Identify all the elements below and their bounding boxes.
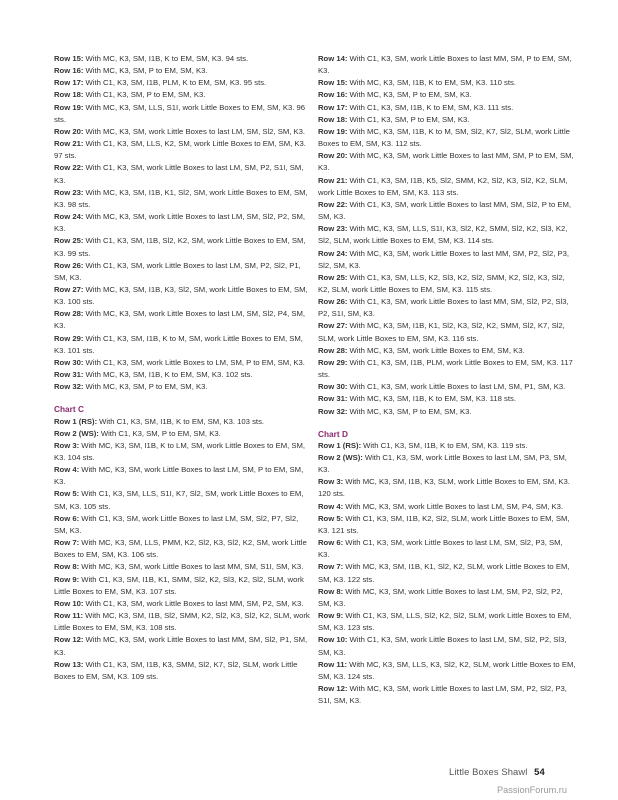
- instruction-row: [54, 488, 312, 512]
- row-text: With MC, K3, SM, I1B, K1, Sl2, K3, Sl2, K2, SMM, Sl2, K7, Sl2, SLM, work Little Boxes to EM, SM, K3. 116 sts.: [318, 321, 565, 343]
- row-text: With MC, K3, SM, LLS, S1I, work Little Boxes to EM, SM, K3. 96 sts.: [54, 102, 306, 124]
- row-text: With MC, K3, SM, work Little Boxes to last MM, SM, P2, Sl2, P3, Sl2, SM, K3.: [318, 248, 570, 270]
- instruction-row: [54, 138, 312, 162]
- row-text: With MC, K3, SM, I1B, K1, Sl2, SM, work Little Boxes to EM, SM, K3. 98 sts.: [54, 187, 308, 209]
- row-text: With C1, K3, SM, LLS, K2, SM, work Little Boxes to EM, SM, K3. 97 sts.: [54, 139, 306, 161]
- row-label: Row 9:: [318, 611, 344, 621]
- row-label: Row 24:: [318, 248, 348, 258]
- row-label: Row 31:: [54, 370, 84, 380]
- instruction-row: [318, 440, 576, 452]
- instruction-row: [318, 634, 576, 658]
- row-label: Row 8:: [54, 562, 80, 572]
- row-text: With MC, K3, SM, I1B, K to LM, SM, work Little Boxes to EM, SM, K3. 104 sts.: [54, 440, 306, 462]
- right-rows: [318, 53, 576, 418]
- instruction-row: [318, 223, 576, 247]
- row-label: Row 5:: [318, 513, 344, 523]
- instruction-row: [318, 659, 576, 683]
- instruction-row: [54, 610, 312, 634]
- row-text: With MC, K3, SM, I1B, K3, Sl2, SM, work Little Boxes to EM, SM, K3. 100 sts.: [54, 284, 308, 307]
- row-label: Row 31:: [318, 394, 348, 404]
- row-label: Row 3:: [54, 440, 80, 450]
- row-text: With MC, K3, SM, work Little Boxes to EM, SM, K3.: [349, 345, 525, 355]
- instruction-row: [318, 248, 576, 272]
- instruction-row: [54, 357, 312, 369]
- row-text: With MC, K3, SM, work Little Boxes to last MM, SM, Sl2, P1, SM, K3.: [54, 635, 308, 657]
- row-text: With C1, K3, SM, work Little Boxes to last MM, SM, Sl2, P to EM, SM, K3.: [318, 199, 572, 222]
- row-label: Row 18:: [318, 114, 348, 124]
- row-label: Row 17:: [54, 78, 84, 88]
- instruction-row: [318, 537, 576, 561]
- instruction-row: [54, 53, 312, 65]
- instruction-row: [318, 561, 576, 585]
- instruction-row: [54, 235, 312, 259]
- row-label: Row 21:: [318, 175, 348, 185]
- row-text: With C1, K3, SM, I1B, K3, SMM, Sl2, K7, Sl2, SLM, work Little Boxes to EM, SM, K3. 109 sts.: [54, 659, 298, 681]
- watermark: PassionForum.ru: [497, 785, 567, 795]
- row-label: Row 21:: [54, 139, 84, 149]
- row-label: Row 30:: [318, 382, 348, 392]
- row-label: Row 3:: [318, 477, 344, 487]
- row-text: With C1, K3, SM, I1B, PLM, K to EM, SM, K3. 95 sts.: [85, 78, 267, 88]
- row-text: With MC, K3, SM, P to EM, SM, K3.: [85, 66, 208, 76]
- instruction-row: [318, 357, 576, 381]
- instruction-row: [318, 150, 576, 174]
- row-text: With MC, K3, SM, LLS, K3, Sl2, K2, SLM, work Little Boxes to EM, SM, K3. 124 sts.: [318, 659, 576, 681]
- row-label: Row 29:: [54, 333, 84, 343]
- instruction-row: [318, 513, 576, 537]
- row-label: Row 11:: [54, 611, 84, 621]
- instruction-row: [54, 333, 312, 357]
- left-column: [54, 53, 312, 683]
- row-label: Row 12:: [54, 635, 84, 645]
- row-label: Row 18:: [54, 90, 84, 100]
- instruction-row: [318, 501, 576, 513]
- instruction-row: [54, 65, 312, 77]
- row-label: Row 9:: [54, 574, 80, 584]
- row-text: With C1, K3, SM, work Little Boxes to last LM, SM, Sl2, P3, SM, K3.: [318, 538, 563, 560]
- row-label: Row 4:: [54, 465, 80, 475]
- row-label: Row 10:: [54, 598, 84, 608]
- instruction-row: [54, 513, 312, 537]
- row-text: With MC, K3, SM, work Little Boxes to last LM, SM, Sl2, P4, SM, K3.: [54, 309, 306, 331]
- instruction-row: [318, 272, 576, 296]
- row-label: Row 23:: [318, 224, 348, 234]
- row-label: Row 15:: [318, 78, 348, 88]
- row-text: With MC, K3, SM, I1B, K to EM, SM, K3. 118 sts.: [349, 394, 516, 404]
- row-label: Row 11:: [318, 659, 348, 669]
- row-label: Row 26:: [318, 297, 348, 307]
- row-text: With MC, K3, SM, I1B, K to EM, SM, K3. 102 sts.: [85, 370, 253, 380]
- row-label: Row 16:: [318, 90, 348, 100]
- row-text: With MC, K3, SM, work Little Boxes to last LM, SM, P2, Sl2, P2, SM, K3.: [318, 586, 563, 608]
- row-label: Row 20:: [54, 126, 84, 136]
- instruction-row: [54, 89, 312, 101]
- instruction-row: [54, 187, 312, 211]
- row-text: With MC, K3, SM, work Little Boxes to last LM, SM, P to EM, SM, K3.: [54, 465, 304, 487]
- row-text: With MC, K3, SM, P to EM, SM, K3.: [349, 90, 472, 100]
- instruction-row: [54, 659, 312, 683]
- left-rows: [54, 53, 312, 393]
- row-text: With C1, K3, SM, I1B, PLM, work Little Boxes to EM, SM, K3. 117 sts.: [318, 357, 573, 380]
- row-text: With C1, K3, SM, I1B, K to EM, SM, K3. 119 sts.: [363, 440, 528, 450]
- instruction-row: [318, 89, 576, 101]
- instruction-row: [54, 102, 312, 126]
- row-label: Row 2 (WS):: [318, 453, 363, 462]
- chart-d-rows: [318, 440, 576, 707]
- row-text: With MC, K3, SM, P to EM, SM, K3.: [349, 406, 472, 416]
- row-text: With C1, K3, SM, work Little Boxes to LM, SM, P to EM, SM, K3.: [85, 357, 305, 367]
- row-label: Row 27:: [318, 321, 348, 331]
- instruction-row: [54, 561, 312, 573]
- page-footer: [449, 766, 545, 777]
- row-label: Row 16:: [54, 66, 84, 76]
- row-text: With C1, K3, SM, I1B, Sl2, K2, SM, work Little Boxes to EM, SM, K3. 99 sts.: [54, 236, 306, 258]
- row-label: Row 13:: [54, 659, 84, 669]
- instruction-row: [54, 77, 312, 89]
- instruction-row: [54, 211, 312, 235]
- instruction-row: [318, 586, 576, 610]
- row-label: Row 24:: [54, 212, 84, 222]
- row-label: Row 4:: [318, 501, 344, 511]
- row-text: With C1, K3, SM, LLS, K2, Sl3, K2, Sl2, SMM, K2, Sl2, K3, Sl2, K2, SLM, work Little Boxes to EM, SM, K3. 115 sts.: [318, 272, 565, 294]
- instruction-row: [54, 416, 312, 428]
- row-text: With MC, K3, SM, I1B, K to EM, SM, K3. 94 sts.: [85, 54, 249, 63]
- instruction-row: [54, 537, 312, 561]
- row-text: With C1, K3, SM, P to EM, SM, K3.: [85, 90, 206, 100]
- row-text: With C1, K3, SM, work Little Boxes to last LM, SM, P3, SM, K3.: [318, 453, 567, 475]
- instruction-row: [318, 345, 576, 357]
- row-text: With MC, K3, SM, I1B, K to M, SM, Sl2, K7, Sl2, SLM, work Little Boxes to EM, SM, K3. 112 sts.: [318, 126, 570, 149]
- instruction-row: [318, 53, 576, 77]
- row-label: Row 27:: [54, 284, 84, 294]
- row-label: Row 1 (RS):: [54, 416, 98, 426]
- instruction-row: [318, 406, 576, 418]
- row-label: Row 7:: [54, 538, 80, 548]
- instruction-row: [318, 381, 576, 393]
- row-label: Row 5:: [54, 489, 80, 499]
- row-label: Row 30:: [54, 357, 84, 367]
- row-label: Row 6:: [318, 538, 344, 548]
- row-text: With C1, K3, SM, I1B, K5, Sl2, SMM, K2, Sl2, K3, Sl2, K2, SLM, work Little Boxes to EM, SM, K3. 113 sts.: [318, 175, 568, 197]
- row-label: Row 32:: [54, 382, 84, 392]
- row-text: With C1, K3, SM, P to EM, SM, K3.: [100, 428, 221, 438]
- instruction-row: [318, 296, 576, 320]
- row-text: With MC, K3, SM, P to EM, SM, K3.: [85, 382, 208, 392]
- row-text: With MC, K3, SM, work Little Boxes to last LM, SM, Sl2, SM, K3.: [85, 126, 306, 136]
- row-text: With MC, K3, SM, work Little Boxes to last MM, SM, P to EM, SM, K3.: [318, 151, 574, 173]
- row-text: With MC, K3, SM, work Little Boxes to last MM, SM, S1I, SM, K3.: [81, 562, 304, 572]
- instruction-row: [54, 634, 312, 658]
- instruction-row: [54, 369, 312, 381]
- instruction-row: [318, 102, 576, 114]
- row-text: With C1, K3, SM, work Little Boxes to last MM, SM, P to EM, SM, K3.: [318, 54, 572, 76]
- instruction-row: [318, 393, 576, 405]
- row-text: With C1, K3, SM, I1B, K1, SMM, Sl2, K2, Sl3, K2, Sl2, SLM, work Little Boxes to EM, SM, K3. 107 sts.: [54, 574, 304, 596]
- row-label: Row 1 (RS):: [318, 440, 362, 450]
- row-text: With MC, K3, SM, LLS, PMM, K2, Sl2, K3, Sl2, K2, SM, work Little Boxes to EM, SM, K3. 106 sts.: [54, 538, 307, 560]
- row-text: With C1, K3, SM, I1B, K to M, SM, work Little Boxes to EM, SM, K3. 101 sts.: [54, 333, 303, 355]
- row-label: Row 28:: [54, 309, 84, 319]
- row-label: Row 14:: [318, 54, 348, 63]
- instruction-row: [54, 260, 312, 284]
- instruction-row: [318, 114, 576, 126]
- instruction-row: [54, 464, 312, 488]
- row-label: Row 29:: [318, 357, 348, 367]
- instruction-row: [54, 428, 312, 440]
- row-text: With C1, K3, SM, LLS, S1I, K7, Sl2, SM, work Little Boxes to EM, SM, K3. 105 sts.: [54, 489, 304, 511]
- row-text: With C1, K3, SM, work Little Boxes to last LM, SM, Sl2, P7, Sl2, SM, K3.: [54, 513, 299, 535]
- row-label: Row 25:: [318, 272, 348, 282]
- row-label: Row 19:: [54, 102, 84, 112]
- row-label: Row 6:: [54, 513, 80, 523]
- footer-title: Little Boxes Shawl: [449, 766, 528, 777]
- chart-d-heading: Chart D: [318, 428, 348, 439]
- row-text: With MC, K3, SM, I1B, K3, SLM, work Little Boxes to EM, SM, K3. 120 sts.: [318, 477, 570, 499]
- instruction-row: [318, 476, 576, 500]
- row-label: Row 28:: [318, 345, 348, 355]
- row-text: With C1, K3, SM, LLS, Sl2, K2, Sl2, SLM, work Little Boxes to EM, SM, K3. 123 sts.: [318, 611, 572, 633]
- instruction-row: [318, 175, 576, 199]
- row-label: Row 22:: [54, 163, 84, 173]
- instruction-row: [54, 574, 312, 598]
- row-text: With MC, K3, SM, work Little Boxes to last LM, SM, P4, SM, K3.: [345, 501, 564, 511]
- instruction-row: [54, 284, 312, 308]
- row-text: With C1, K3, SM, I1B, K to EM, SM, K3. 111 sts.: [349, 102, 514, 112]
- row-label: Row 10:: [318, 635, 348, 645]
- page-number: 54: [534, 766, 545, 777]
- instruction-row: [318, 320, 576, 344]
- row-text: With C1, K3, SM, I1B, K2, Sl2, SLM, work Little Boxes to EM, SM, K3. 121 sts.: [318, 513, 570, 535]
- instruction-row: [54, 308, 312, 332]
- row-text: With MC, K3, SM, work Little Boxes to last LM, SM, P2, Sl2, P3, S1I, SM, K3.: [318, 683, 567, 706]
- row-label: Row 23:: [54, 187, 84, 197]
- row-text: With C1, K3, SM, work Little Boxes to last LM, SM, P2, Sl2, P1, SM, K3.: [54, 260, 301, 282]
- instruction-row: [318, 126, 576, 150]
- row-label: Row 32:: [318, 406, 348, 416]
- instruction-row: [318, 77, 576, 89]
- row-text: With MC, K3, SM, I1B, K1, Sl2, K2, SLM, work Little Boxes to EM, SM, K3. 122 sts.: [318, 562, 570, 584]
- row-label: Row 26:: [54, 260, 84, 270]
- instruction-row: [54, 598, 312, 610]
- row-text: With C1, K3, SM, work Little Boxes to last LM, SM, P2, S1I, SM, K3.: [54, 163, 304, 185]
- row-text: With MC, K3, SM, work Little Boxes to last LM, SM, Sl2, P2, SM, K3.: [54, 212, 306, 234]
- instruction-row: [54, 381, 312, 393]
- instruction-row: [318, 610, 576, 634]
- instruction-row: [54, 126, 312, 138]
- row-text: With MC, K3, SM, I1B, K to EM, SM, K3. 110 sts.: [349, 78, 516, 88]
- row-text: With MC, K3, SM, I1B, Sl2, SMM, K2, Sl2, K3, Sl2, K2, SLM, work Little Boxes to EM, SM, K3. 108 sts.: [54, 611, 310, 633]
- instruction-row: [54, 162, 312, 186]
- row-label: Row 17:: [318, 102, 348, 112]
- row-label: Row 2 (WS):: [54, 428, 99, 438]
- row-label: Row 20:: [318, 151, 348, 161]
- instruction-row: [318, 452, 576, 476]
- instruction-row: [318, 199, 576, 223]
- row-label: Row 12:: [318, 683, 348, 693]
- row-text: With MC, K3, SM, LLS, S1I, K3, Sl2, K2, SMM, Sl2, K2, Sl3, K2, Sl2, SLM, work Little Boxes to EM, SM, K3. 114 sts.: [318, 224, 568, 246]
- row-text: With C1, K3, SM, work Little Boxes to last LM, SM, Sl2, P2, Sl3, SM, K3.: [318, 635, 567, 657]
- row-label: Row 15:: [54, 54, 84, 63]
- chart-c-heading: Chart C: [54, 404, 84, 415]
- row-label: Row 8:: [318, 586, 344, 596]
- row-label: Row 25:: [54, 236, 84, 246]
- row-text: With C1, K3, SM, work Little Boxes to last MM, SM, P2, SM, K3.: [85, 598, 304, 608]
- row-text: With C1, K3, SM, work Little Boxes to last LM, SM, P1, SM, K3.: [349, 382, 566, 392]
- row-label: Row 19:: [318, 126, 348, 136]
- row-label: Row 7:: [318, 562, 344, 572]
- row-label: Row 22:: [318, 199, 348, 209]
- instruction-row: [318, 683, 576, 707]
- right-column: [318, 53, 576, 707]
- row-text: With C1, K3, SM, work Little Boxes to last MM, SM, Sl2, P2, Sl3, P2, S1I, SM, K3.: [318, 297, 569, 319]
- chart-c-rows: [54, 416, 312, 683]
- row-text: With C1, K3, SM, P to EM, SM, K3.: [349, 114, 470, 124]
- row-text: With C1, K3, SM, I1B, K to EM, SM, K3. 103 sts.: [99, 416, 265, 426]
- instruction-row: [54, 440, 312, 464]
